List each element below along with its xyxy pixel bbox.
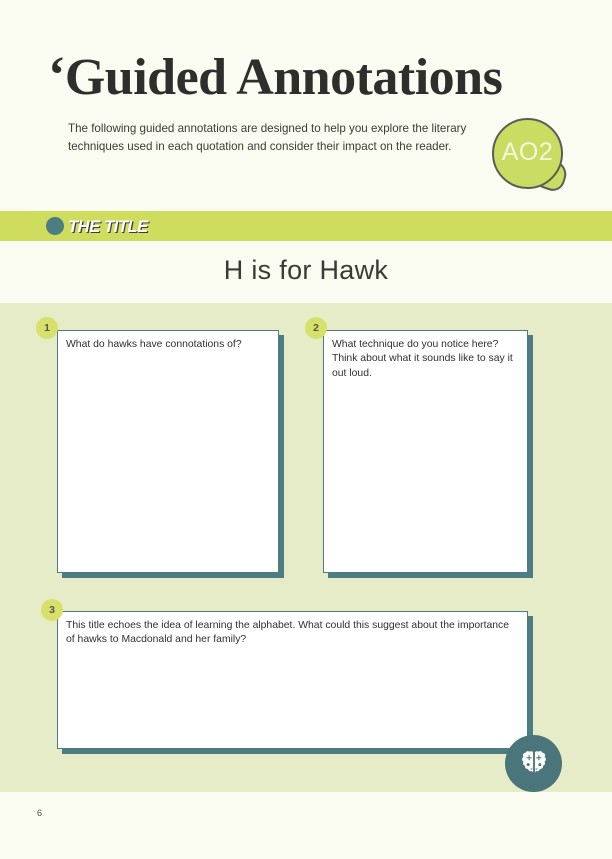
answer-box-1[interactable] [57, 330, 279, 573]
question-prompt-1: What do hawks have connotations of? [66, 339, 242, 350]
page-title [48, 47, 503, 106]
speech-bubble-body-icon [492, 118, 563, 189]
quote-heading: H is for Hawk [223, 255, 389, 285]
quote-heading-strip [0, 241, 612, 303]
section-banner [0, 211, 612, 241]
quote-mark-icon: ‘ [48, 47, 65, 104]
section-banner-label: THE TITLE [68, 218, 148, 236]
bullet-dot-icon [46, 217, 64, 235]
answer-box-2[interactable] [323, 330, 528, 573]
questions-content-area [0, 303, 612, 792]
answer-box-3[interactable] [57, 611, 528, 749]
page-number: 6 [37, 808, 43, 818]
question-number-badge-1: 1 [36, 317, 58, 339]
question-number-badge-3: 3 [41, 599, 63, 621]
ao2-badge [492, 118, 568, 194]
page-title-text: Guided Annotations [64, 49, 503, 106]
brain-icon [505, 735, 562, 792]
intro-paragraph: The following guided annotations are designed to help you explore the literary techniques used in each quotation and consider their impact on the reader. [68, 122, 467, 153]
question-prompt-2: What technique do you notice here? Think about what it sounds like to say it out loud. [332, 339, 513, 379]
question-number-badge-2: 2 [305, 317, 327, 339]
question-prompt-3: This title echoes the idea of learning the alphabet. What could this suggest about the importance of hawks to Macdonald and her family? [66, 620, 510, 646]
ao2-badge-label: AO2 [501, 138, 554, 166]
page-header [0, 0, 612, 211]
page-footer [0, 792, 612, 859]
